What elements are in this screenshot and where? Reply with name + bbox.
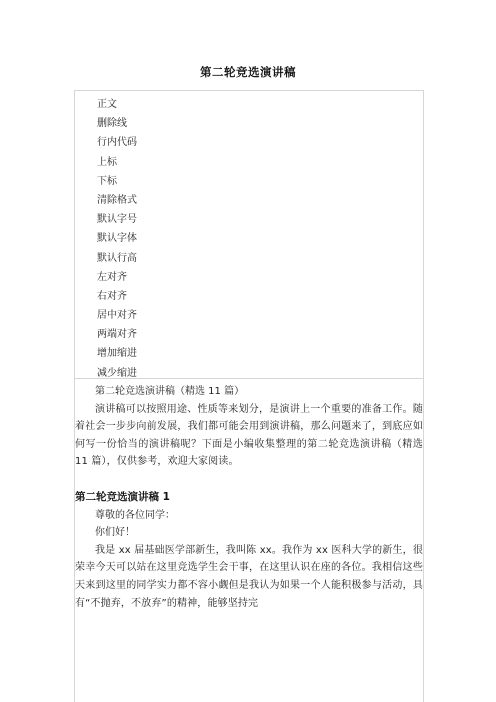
speech-paragraph: 我是 xx 届基础医学部新生，我叫陈 xx。我作为 xx 医科大学的新生，很荣幸今天可以站在这里竞选学生会干事，在这里认识在座的各位。我相信这些天来到这里的同学实力都不容小觑但是我认为如果一个人能积极参与活动，具有“不抛弃，不放弃”的精神，能够坚持完 [75, 544, 423, 609]
menu-item-subscript[interactable]: 下标 [97, 175, 117, 187]
menu-item-justify[interactable]: 两端对齐 [97, 329, 137, 341]
menu-item-increase-indent[interactable]: 增加缩进 [97, 348, 137, 360]
menu-item-default-line-height[interactable]: 默认行高 [97, 252, 137, 264]
format-menu [75, 91, 423, 379]
greeting-line: 尊敬的各位同学： [95, 509, 175, 521]
section-heading: 第二轮竞选演讲稿 1 [75, 490, 170, 503]
menu-item-default-font-size[interactable]: 默认字号 [97, 214, 137, 226]
content-box [74, 90, 424, 702]
menu-item-clear-format[interactable]: 清除格式 [97, 194, 137, 206]
menu-item-inline-code[interactable]: 行内代码 [97, 137, 137, 149]
intro-paragraph: 演讲稿可以按照用途、性质等来划分，是演讲上一个重要的准备工作。随着社会一步步向前发展，我们都可能会用到演讲稿，那么问题来了，到底应如何写一份恰当的演讲稿呢？下面是小编收集整理的第二轮竞选演讲稿（精选 11 篇），仅供参考，欢迎大家阅读。 [75, 403, 423, 468]
menu-item-align-left[interactable]: 左对齐 [97, 271, 127, 283]
menu-item-align-center[interactable]: 居中对齐 [97, 310, 137, 322]
menu-item-paragraph[interactable]: 正文 [97, 99, 117, 110]
hello-line: 你们好！ [95, 527, 135, 539]
article-subtitle: 第二轮竞选演讲稿（精选 11 篇） [95, 386, 245, 397]
menu-item-align-right[interactable]: 右对齐 [97, 290, 127, 302]
article-body [75, 379, 423, 612]
menu-item-default-font[interactable]: 默认字体 [97, 233, 137, 245]
menu-item-decrease-indent[interactable]: 减少缩进 [97, 367, 137, 379]
document-title: 第二轮竞选演讲稿 [200, 65, 296, 79]
menu-item-superscript[interactable]: 上标 [97, 156, 117, 168]
menu-item-strikethrough[interactable]: 删除线 [97, 118, 127, 130]
